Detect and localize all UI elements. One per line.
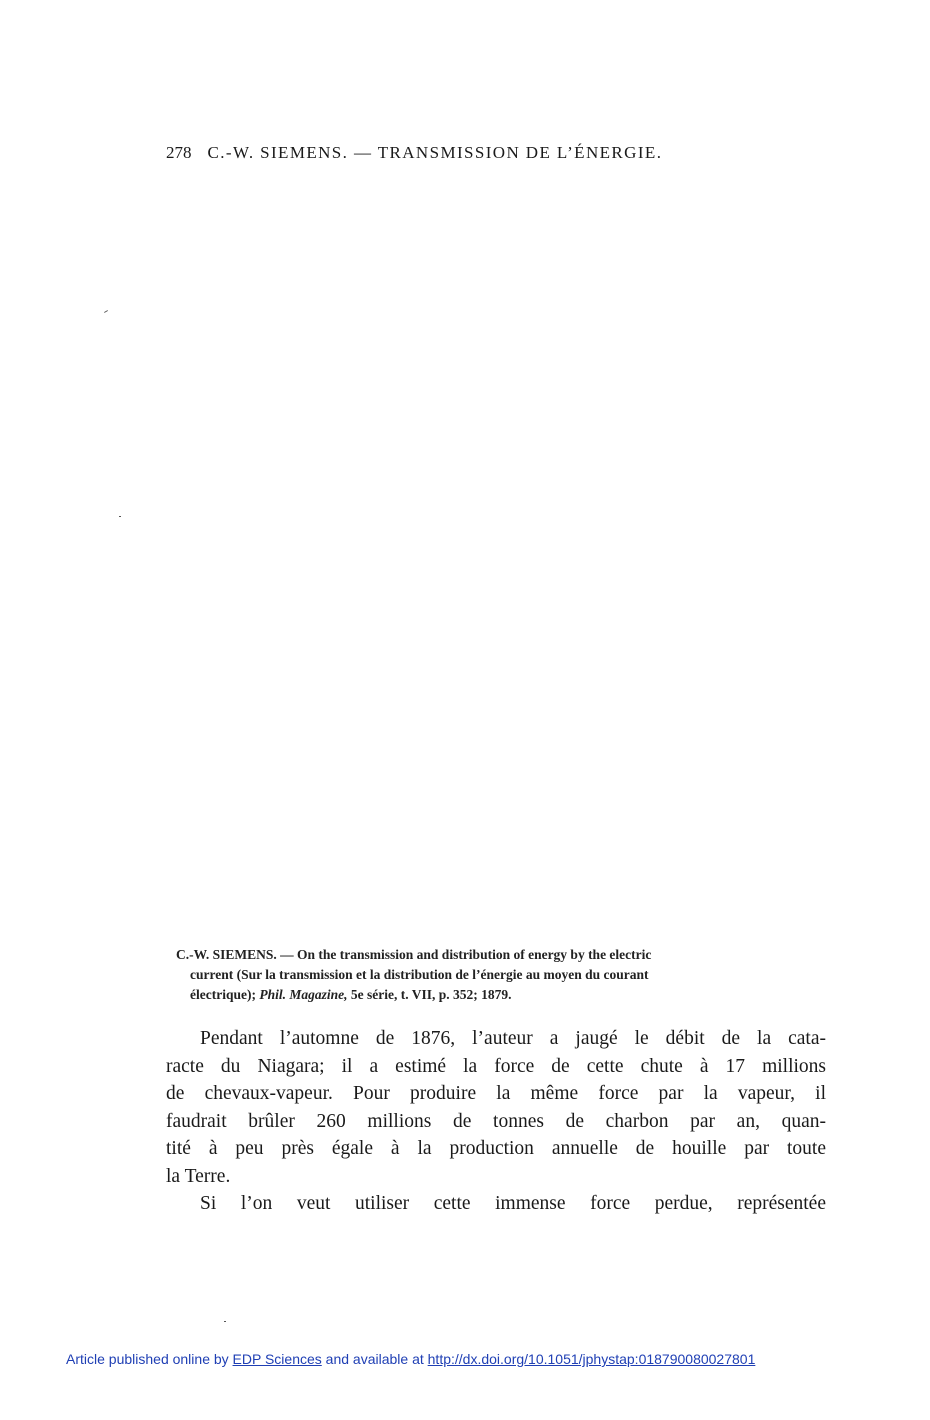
reference-text: électrique);: [190, 987, 256, 1002]
running-header: [166, 143, 766, 163]
journal-name: Phil. Magazine,: [259, 987, 348, 1002]
reference-details: 5e série, t. VII, p. 352; 1879.: [350, 987, 512, 1002]
bibliographic-reference: [176, 945, 826, 1005]
publisher-link[interactable]: EDP Sciences: [232, 1351, 322, 1367]
body-line: tité à peu près égale à la production annuelle de houille par toute: [166, 1138, 826, 1159]
body-line: faudrait brûler 260 millions de tonnes de charbon par an, quan-: [166, 1110, 826, 1132]
reference-line: current (Sur la transmission et la distribution de l’énergie au moyen du courant: [190, 967, 649, 982]
body-line: la Terre.: [166, 1165, 231, 1187]
footer-middle: and available at: [325, 1351, 424, 1367]
doi-link[interactable]: http://dx.doi.org/10.1051/jphystap:018790080027801: [427, 1351, 756, 1367]
body-line: racte du Niagara; il a estimé la force de cette chute à 17 millions: [166, 1055, 826, 1077]
scan-speck: [104, 310, 108, 313]
body-line: Pendant l’automne de 1876, l’auteur a jaugé le débit de la cata-: [200, 1028, 826, 1049]
page-number: 278: [166, 143, 192, 162]
body-line: Si l’on veut utiliser cette immense force perdue, représentée: [200, 1193, 826, 1214]
body-line: de chevaux-vapeur. Pour produire la même force par la vapeur, il: [166, 1083, 826, 1104]
reference-line: C.-W. SIEMENS. — On the transmission and distribution of energy by the electric: [176, 947, 652, 962]
scan-speck: [119, 516, 121, 517]
reference-line: [176, 985, 826, 1005]
running-title: C.-W. SIEMENS. — TRANSMISSION DE L’ÉNERGIE.: [207, 143, 663, 162]
footer-prefix: Article published online by: [66, 1351, 229, 1367]
article-body: [166, 1025, 826, 1218]
scan-speck: [224, 1321, 226, 1322]
publication-footer: [66, 1351, 755, 1367]
